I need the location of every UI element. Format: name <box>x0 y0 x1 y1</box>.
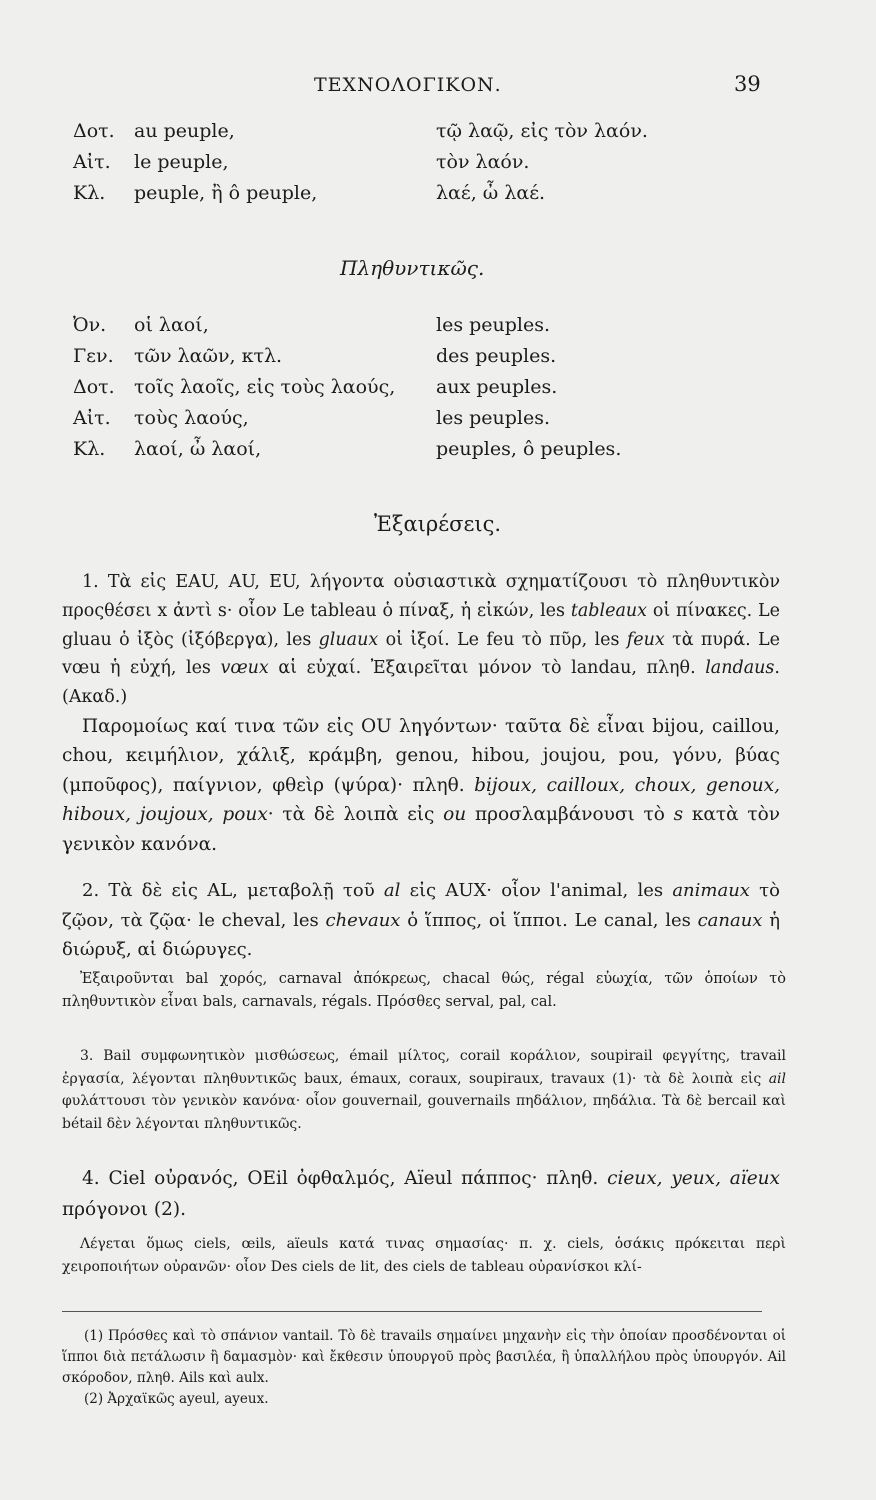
section-4 <box>62 1163 780 1225</box>
greek-form: τὸν λαόν. <box>436 151 530 173</box>
greek-form: λαέ, ὦ λαέ. <box>436 182 546 204</box>
greek-form: οἱ λαοί, <box>134 314 209 336</box>
greek-form: τοῖς λαοῖς, εἰς τοὺς λαούς, <box>134 376 396 398</box>
section-1-ou-paragraph: Παρομοίως καί τινα τῶν εἰς OU ληγόντων· ταῦτα δὲ εἶναι bijou, caillou, chou, κειμήλιον, χάλιξ, κράμβη, genou, hibou, joujou, pou, γόνυ, βύας (μποῦφος), παίγνιον, φθεὶρ (ψύρα)· πληθ. bijoux, cailloux, choux, genoux, hiboux, joujoux, poux· τὰ δὲ λοιπὰ εἰς ou προσλαμβάνουσι τὸ s κατὰ τὸν γενικὸν κανόνα. <box>62 715 780 855</box>
french-form: le peuple, <box>134 151 229 173</box>
page-number: 39 <box>734 72 761 96</box>
greek-form: τῷ λαῷ, εἰς τὸν λαόν. <box>436 120 648 142</box>
case-label: Γεν. <box>73 345 114 367</box>
case-label: Αἰτ. <box>73 151 111 173</box>
french-form: aux peuples. <box>436 376 558 398</box>
plural-heading: Πληθυντικῶς. <box>340 256 485 280</box>
running-title: ΤΕΧΝΟΛΟΓΙΚΟΝ. <box>314 74 502 96</box>
section-4-note <box>62 1233 786 1278</box>
footnote-1: (1) Πρόσθες καὶ τὸ σπάνιον vantail. Τὸ δὲ travails σημαίνει μηχανὴν εἰς τὴν ὁποίαν προσδένονται οἱ ἵπποι διὰ πετάλωσιν ἢ δαμασμὸν· καὶ ἔκθεσιν ὑπουργοῦ πρὸς βασιλέα, ἢ ὑπαλλήλου πρὸς ὑπουργόν. Ail σκόροδον, πληθ. Ails καὶ aulx. <box>62 1328 786 1386</box>
section-3 <box>62 1045 786 1135</box>
section-1-paragraph: 1. Τὰ εἰς EAU, AU, EU, λήγοντα οὐσιαστικὰ σχηματίζουσι τὸ πληθυντικὸν προςθέσει x ἀντὶ s· οἷον Le tableau ὁ πίναξ, ἡ εἰκών, les tableaux οἱ πίνακες. Le gluau ὁ ἰξὸς (ἰξόβεργα), les gluaux οἱ ἰξοί. Le feu τὸ πῦρ, les feux τὰ πυρά. Le vœu ἡ εὐχή, les vœux αἱ εὐχαί. Ἐξαιρεῖται μόνον τὸ landau, πληθ. landaus. (Ακαδ.) <box>62 572 780 708</box>
case-label: Ὀν. <box>73 314 107 336</box>
greek-form: λαοί, ὦ λαοί, <box>134 438 262 460</box>
french-form: les peuples. <box>436 314 551 336</box>
french-form: des peuples. <box>436 345 557 367</box>
section-2-paragraph: 2. Τὰ δὲ εἰς AL, μεταβολῇ τοῦ al εἰς AUX· οἷον l'animal, les animaux τὸ ζῷον, τὰ ζῷα· le cheval, les chevaux ὁ ἵππος, οἱ ἵπποι. Le canal, les canaux ἡ διώρυξ, αἱ διώρυγες. <box>62 880 780 960</box>
case-label: Δοτ. <box>73 120 115 142</box>
french-form: les peuples. <box>436 407 551 429</box>
section-1 <box>62 568 780 859</box>
exceptions-heading: Ἐξαιρέσεις. <box>374 512 502 536</box>
section-2-note-text: Ἐξαιροῦνται bal χορός, carnaval ἀπόκρεως, chacal θώς, régal εὐωχία, τῶν ὁποίων τὸ πληθυντικὸν εἶναι bals, carnavals, régals. Πρόσθες serval, pal, cal. <box>62 971 786 1010</box>
section-3-paragraph: 3. Bail συμφωνητικὸν μισθώσεως, émail μίλτος, corail κοράλιον, soupirail φεγγίτης, travail ἐργασία, λέγονται πληθυντικῶς baux, émaux, coraux, soupiraux, travaux (1)· τὰ δὲ λοιπὰ εἰς ail φυλάττουσι τὸν γενικὸν κανόνα· οἷον gouvernail, gouvernails πηδάλιον, πηδάλια. Τὰ δὲ bercail καὶ bétail δὲν λέγονται πληθυντικῶς. <box>62 1048 786 1132</box>
section-4-note-text: Λέγεται ὅμως ciels, œils, aïeuls κατά τινας σημασίας· π. χ. ciels, ὁσάκις πρόκειται περὶ χειροποιήτων οὐρανῶν· οἷον Des ciels de lit, des ciels de tableau οὐρανίσκοι κλί- <box>62 1236 786 1275</box>
footnotes <box>62 1326 786 1410</box>
case-label: Δοτ. <box>73 376 115 398</box>
french-form: peuples, ô peuples. <box>436 438 622 460</box>
greek-form: τοὺς λαούς, <box>134 407 249 429</box>
section-2-note <box>62 968 786 1013</box>
french-form: peuple, ἢ ô peuple, <box>134 182 318 204</box>
case-label: Αἰτ. <box>73 407 111 429</box>
greek-form: τῶν λαῶν, κτλ. <box>134 345 283 367</box>
section-2 <box>62 876 780 965</box>
footnote-2: (2) Ἀρχαϊκῶς ayeul, ayeux. <box>84 1391 269 1407</box>
case-label: Κλ. <box>73 182 106 204</box>
section-4-paragraph: 4. Ciel οὐρανός, OEil ὀφθαλμός, Aïeul πάππος· πληθ. cieux, yeux, aïeux πρόγονοι (2). <box>62 1168 780 1220</box>
footnote-rule <box>62 1311 762 1312</box>
case-label: Κλ. <box>73 438 106 460</box>
french-form: au peuple, <box>134 120 235 142</box>
